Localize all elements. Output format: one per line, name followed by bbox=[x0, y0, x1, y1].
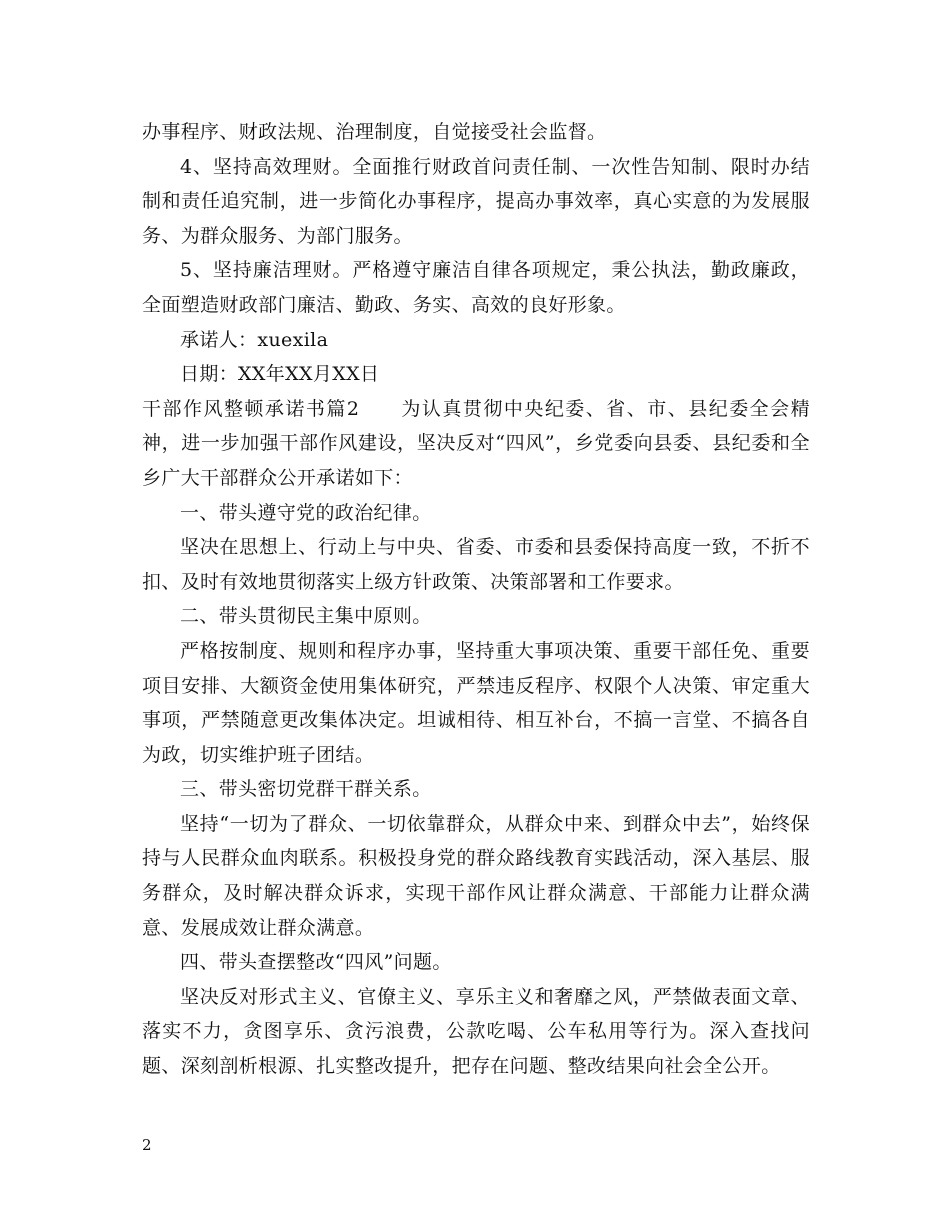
date-line: 日期：XX年XX月XX日 bbox=[180, 363, 380, 386]
paragraph-1: 4、坚持高效理财。全面推行财政首问责任制、一次性告知制、限时办结制和责任追究制，进一步简化办事程序，提高办事效率，真心实意的为发展服务、为群众服务、为部门服务。 bbox=[142, 155, 810, 247]
paragraph-7: 坚决在思想上、行动上与中央、省委、市委和县委保持高度一致，不折不扣、及时有效地贯彻落实上级方针政策、决策部署和工作要求。 bbox=[142, 536, 810, 593]
paragraph-11: 坚持“一切为了群众、一切依靠群众，从群众中来、到群众中去”，始终保持与人民群众血肉联系。积极投身党的群众路线教育实践活动，深入基层、服务群众，及时解决群众诉求，实现干部作风让群众满意、干部能力让群众满意、发展成效让群众满意。 bbox=[142, 812, 810, 939]
heading-2: 二、带头贯彻民主集中原则。 bbox=[180, 605, 432, 628]
paragraph-13: 坚决反对形式主义、官僚主义、享乐主义和奢靡之风，严禁做表面文章、落实不力，贪图享乐、贪污浪费，公款吃喝、公车私用等行为。深入查找问题、深刻剖析根源、扎实整改提升，把存在问题、整改结果向社会全公开。 bbox=[142, 985, 810, 1078]
paragraph-2: 5、坚持廉洁理财。严格遵守廉洁自律各项规定，秉公执法，勤政廉政，全面塑造财政部门廉洁、勤政、务实、高效的良好形象。 bbox=[142, 259, 810, 316]
heading-1: 一、带头遵守党的政治纪律。 bbox=[180, 501, 432, 524]
page-number: 2 bbox=[142, 1136, 152, 1154]
document-body bbox=[142, 115, 810, 1084]
paragraph-0: 办事程序、财政法规、治理制度，自觉接受社会监督。 bbox=[142, 121, 607, 143]
heading-3: 三、带头密切党群干群关系。 bbox=[180, 778, 432, 801]
section-title-paragraph: 干部作风整顿承诺书篇2 为认真贯彻中央纪委、省、市、县纪委全会精神，进一步加强干部作风建设，坚决反对“四风”，乡党委向县委、县纪委和全乡广大干部群众公开承诺如下： bbox=[142, 397, 810, 489]
signatory-line: 承诺人：xuexila bbox=[180, 328, 329, 351]
heading-4: 四、带头查摆整改“四风”问题。 bbox=[180, 951, 452, 974]
paragraph-9: 严格按制度、规则和程序办事，坚持重大事项决策、重要干部任免、重要项目安排、大额资金使用集体研究，严禁违反程序、权限个人决策、审定重大事项，严禁随意更改集体决定。坦诚相待、相互补台，不搞一言堂、不搞各自为政，切实维护班子团结。 bbox=[142, 639, 810, 766]
